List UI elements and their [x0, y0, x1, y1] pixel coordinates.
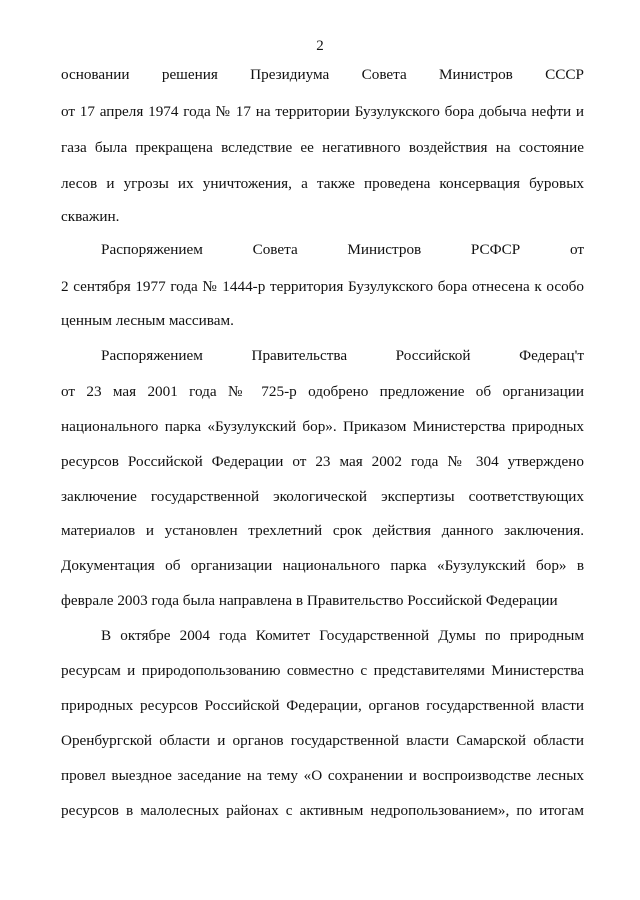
- text-line: скважин.: [61, 208, 120, 225]
- text-line: ресурсам и природопользованию совместно с представителями Министерства: [61, 662, 584, 679]
- text-line: Распоряжением Правительства Российской Федерац'т: [101, 347, 584, 364]
- text-line: Оренбургской области и органов государственной власти Самарской области: [61, 732, 584, 749]
- text-line: от 23 мая 2001 года № 725-р одобрено предложение об организации: [61, 383, 584, 400]
- text-line: основании решения Президиума Совета Министров СССР: [61, 66, 584, 83]
- text-line: Распоряжением Совета Министров РСФСР от: [101, 241, 584, 258]
- text-line: ресурсов Российской Федерации от 23 мая 2002 года № 304 утверждено: [61, 453, 584, 470]
- text-line: материалов и установлен трехлетний срок действия данного заключения.: [61, 522, 584, 539]
- text-line: лесов и угрозы их уничтожения, а также проведена консервация буровых: [61, 175, 584, 192]
- text-line: природных ресурсов Российской Федерации, органов государственной власти: [61, 697, 584, 714]
- text-line: национального парка «Бузулукский бор». Приказом Министерства природных: [61, 418, 584, 435]
- page-number: 2: [316, 38, 324, 54]
- text-line: ценным лесным массивам.: [61, 312, 234, 329]
- text-line: ресурсов в малолесных районах с активным недропользованием», по итогам: [61, 802, 584, 819]
- text-line: В октябре 2004 года Комитет Государственной Думы по природным: [101, 627, 584, 644]
- text-line: 2 сентября 1977 года № 1444-р территория Бузулукского бора отнесена к особо: [61, 278, 584, 295]
- text-line: Документация об организации национального парка «Бузулукский бор» в: [61, 557, 584, 574]
- text-line: заключение государственной экологической экспертизы соответствующих: [61, 488, 584, 505]
- text-line: газа была прекращена вследствие ее негативного воздействия на состояние: [61, 139, 584, 156]
- text-line: провел выездное заседание на тему «О сохранении и воспроизводстве лесных: [61, 767, 584, 784]
- text-line: феврале 2003 года была направлена в Правительство Российской Федерации: [61, 592, 558, 609]
- text-line: от 17 апреля 1974 года № 17 на территории Бузулукского бора добыча нефти и: [61, 103, 584, 120]
